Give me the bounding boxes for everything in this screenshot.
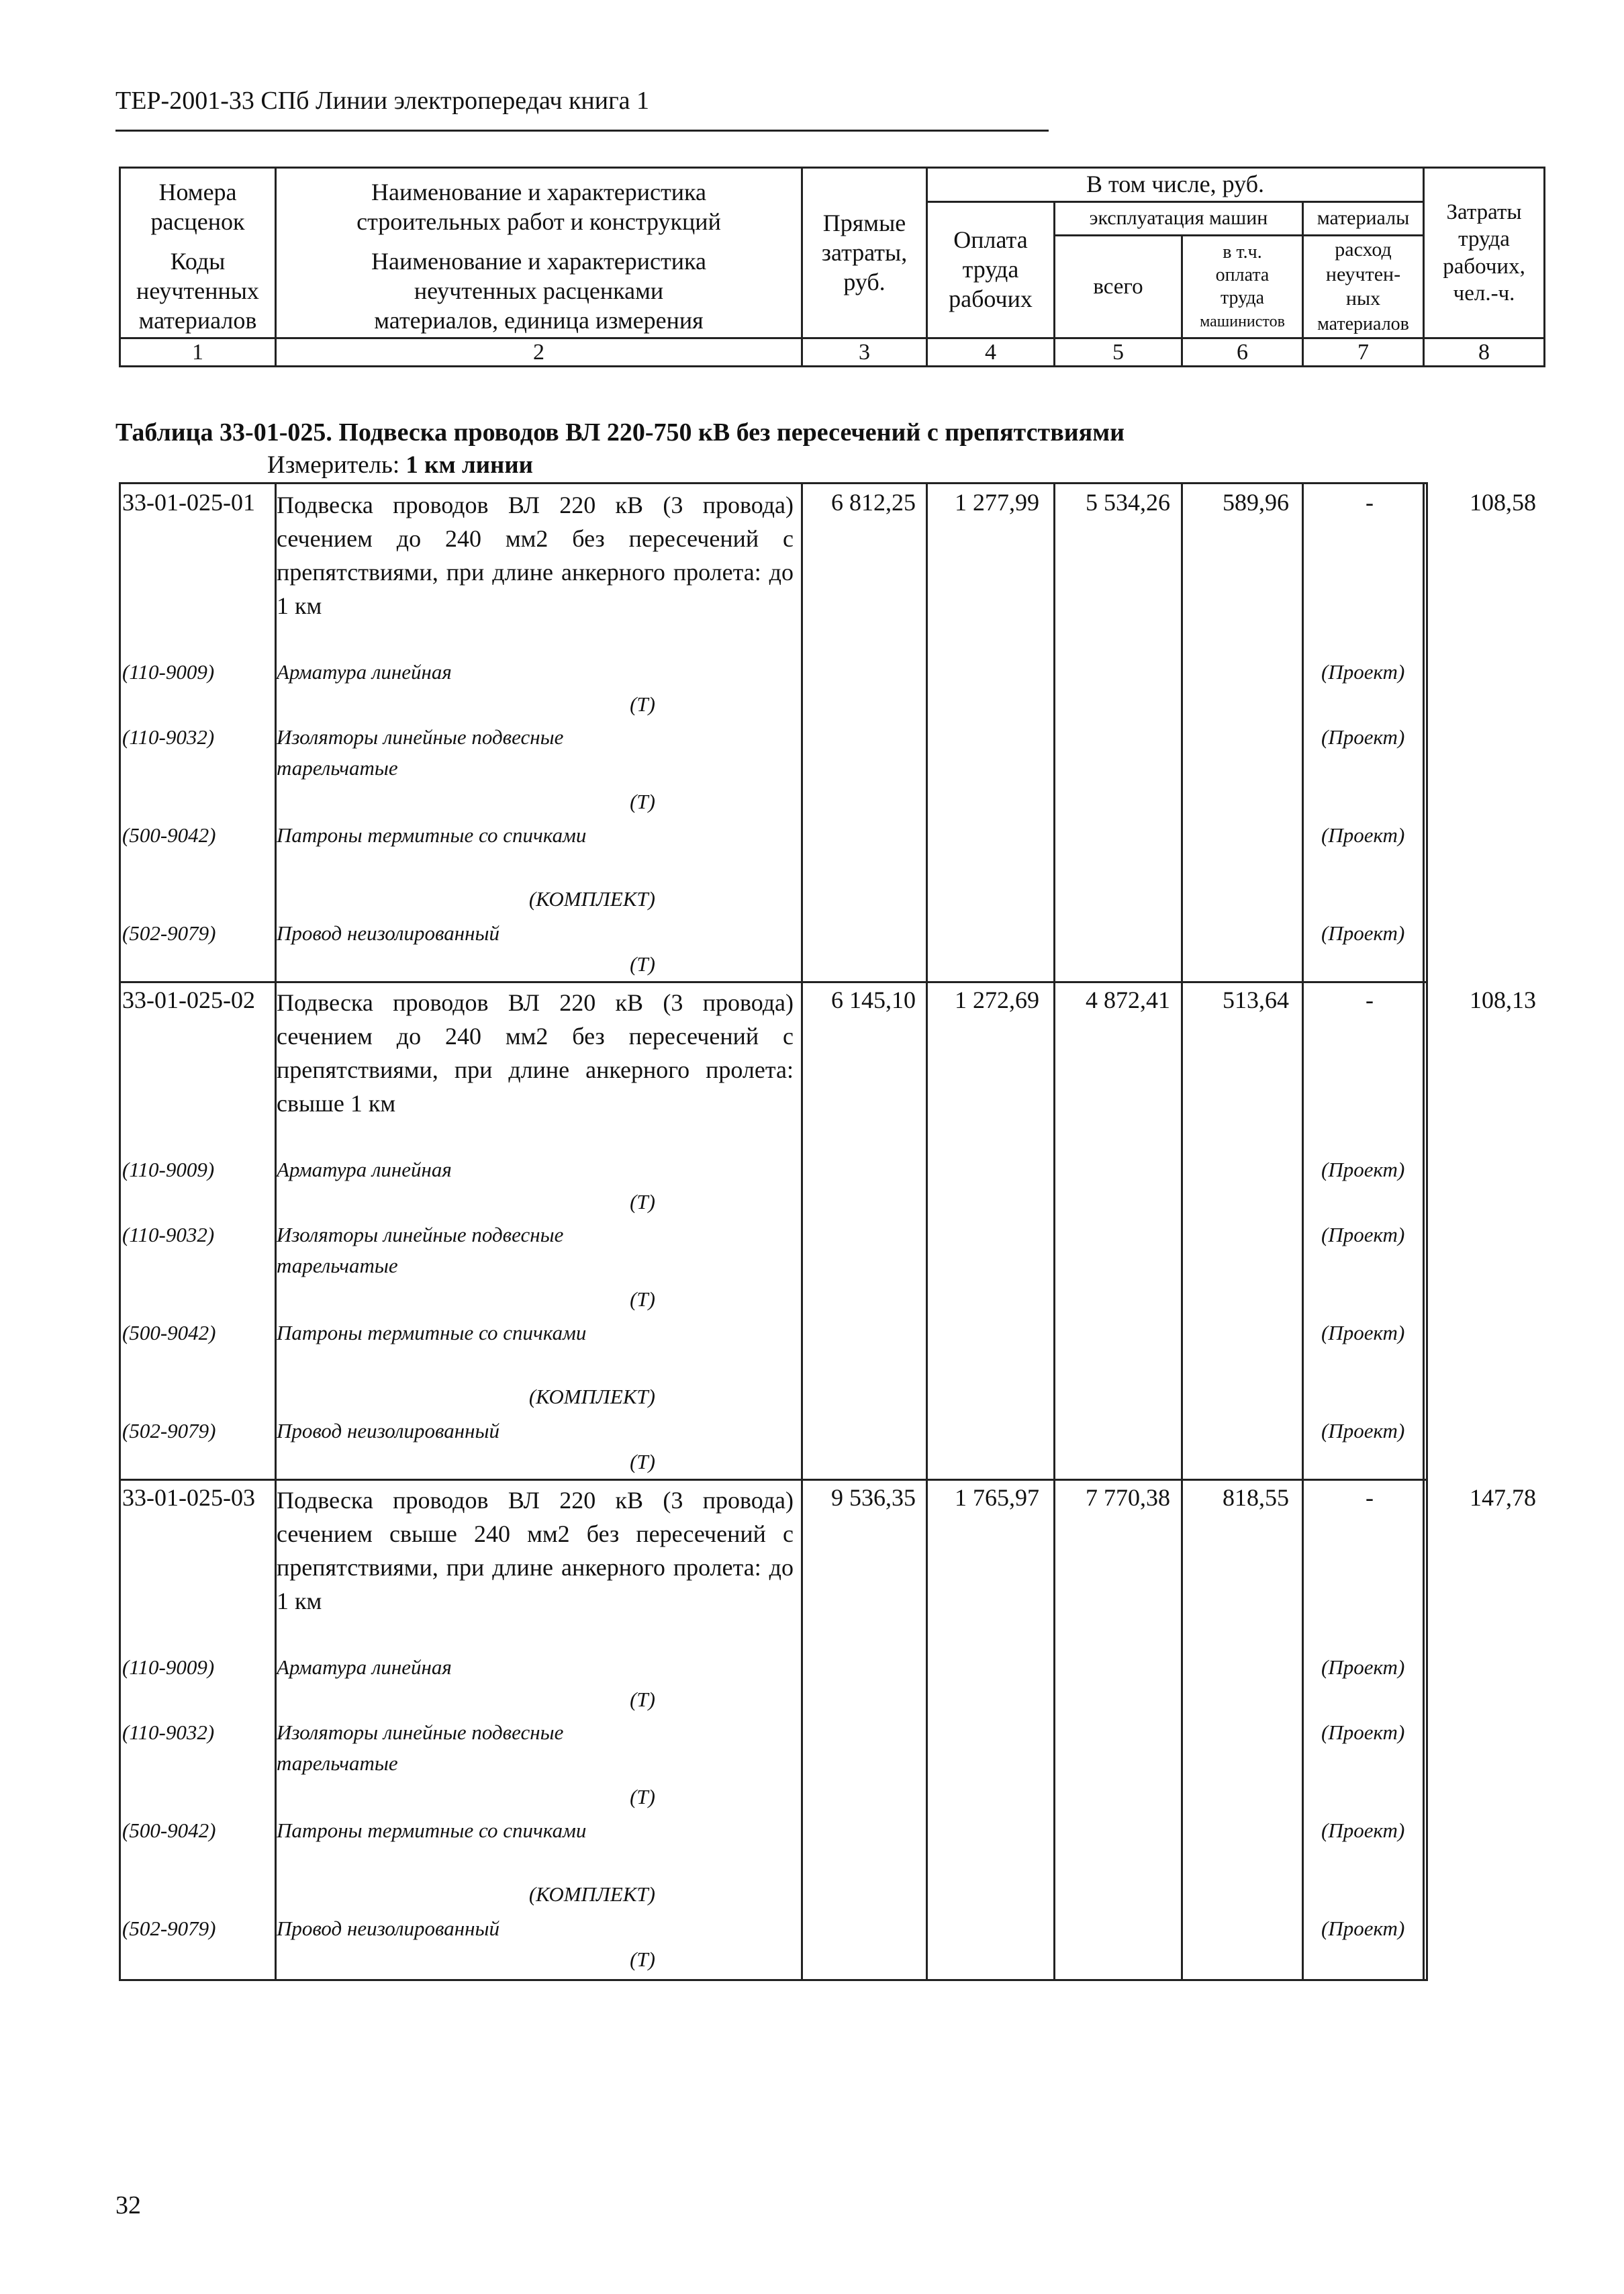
resource-code: (110-9009) — [122, 1158, 215, 1181]
materials-cost: - — [1366, 1484, 1374, 1511]
resource-code: (110-9032) — [122, 1223, 215, 1246]
resource-note: (Проект) — [1321, 1419, 1405, 1442]
col-number: 1 — [120, 338, 276, 367]
machinists-cost: 513,64 — [1223, 987, 1289, 1013]
resource-name-cont: тарельчатые — [277, 756, 398, 780]
machinists-cost: 818,55 — [1223, 1484, 1289, 1511]
resource-code: (110-9032) — [122, 725, 215, 749]
direct-cost: 9 536,35 — [831, 1484, 916, 1511]
col-number: 3 — [802, 338, 927, 367]
column-divider — [1423, 484, 1425, 1979]
row-divider — [121, 1479, 1426, 1481]
resource-name: Патроны термитные со спичками — [277, 1321, 587, 1344]
col5-header: всего — [1055, 235, 1182, 338]
resource-note: (Проект) — [1321, 1917, 1405, 1940]
row-divider — [121, 981, 1426, 983]
resource-name: Провод неизолированный — [277, 1419, 500, 1442]
resource-unit: (КОМПЛЕКТ) — [528, 1385, 655, 1408]
resource-code: (502-9079) — [122, 1419, 216, 1442]
rate-name: Подвеска проводов ВЛ 220 кВ (3 провода) сечением до 240 мм2 без пересечений с препятствиями, при длине анкерного пролета: свыше 1 км — [277, 989, 794, 1117]
labor-cost: 1 765,97 — [955, 1484, 1039, 1511]
machines-header: эксплуатация машин — [1055, 201, 1303, 235]
resource-note: (Проект) — [1321, 921, 1405, 945]
resource-unit: (Т) — [630, 952, 655, 976]
resource-name: Арматура линейная — [277, 1158, 452, 1181]
col7-header: расход неучтен- ных материалов — [1303, 235, 1424, 338]
resource-unit: (Т) — [630, 1287, 655, 1311]
resource-note: (Проект) — [1321, 1321, 1405, 1344]
labor-hours: 108,58 — [1470, 489, 1536, 516]
labor-cost: 1 272,69 — [955, 987, 1039, 1013]
resource-code: (500-9042) — [122, 1819, 216, 1842]
col3-header: Прямые затраты, руб. — [802, 168, 927, 338]
resource-note: (Проект) — [1321, 1223, 1405, 1246]
resource-code: (500-9042) — [122, 823, 216, 847]
materials-cost: - — [1366, 489, 1374, 516]
running-header: ТЕР-2001-33 СПб Линии электропередач книга 1 — [115, 87, 650, 115]
column-divider — [801, 484, 803, 1979]
resource-name-cont: тарельчатые — [277, 1254, 398, 1277]
col4-header: Оплата труда рабочих — [927, 201, 1055, 338]
column-divider — [1053, 484, 1055, 1979]
col-number: 7 — [1303, 338, 1424, 367]
resource-code: (502-9079) — [122, 1917, 216, 1940]
resource-name: Арматура линейная — [277, 1655, 452, 1679]
resource-note: (Проект) — [1321, 725, 1405, 749]
resource-unit: (Т) — [630, 1450, 655, 1473]
resource-note: (Проект) — [1321, 1720, 1405, 1744]
col2-top-header: Наименование и характеристика строительных работ и конструкций — [276, 168, 802, 246]
resource-name: Изоляторы линейные подвесные — [277, 725, 564, 749]
resource-name: Патроны термитные со спичками — [277, 823, 587, 847]
direct-cost: 6 812,25 — [831, 489, 916, 516]
labor-hours: 108,13 — [1470, 987, 1536, 1013]
resource-note: (Проект) — [1321, 1655, 1405, 1679]
machines-cost: 5 534,26 — [1086, 489, 1170, 516]
column-divider — [926, 484, 928, 1979]
machines-cost: 4 872,41 — [1086, 987, 1170, 1013]
resource-unit: (Т) — [630, 692, 655, 716]
machines-cost: 7 770,38 — [1086, 1484, 1170, 1511]
resource-unit: (Т) — [630, 1785, 655, 1808]
column-divider — [1302, 484, 1304, 1979]
column-divider — [1181, 484, 1183, 1979]
resource-note: (Проект) — [1321, 1819, 1405, 1842]
machinists-cost: 589,96 — [1223, 489, 1289, 516]
col1-top-header: Номера расценок — [120, 168, 276, 246]
table-meter: Измеритель: 1 км линии — [267, 451, 533, 479]
materials-header: материалы — [1303, 201, 1424, 235]
resource-code: (110-9009) — [122, 660, 215, 684]
resource-name: Провод неизолированный — [277, 1917, 500, 1940]
resource-unit: (Т) — [630, 1190, 655, 1213]
resource-note: (Проект) — [1321, 660, 1405, 684]
rates-table — [119, 482, 1536, 1981]
resource-name: Изоляторы линейные подвесные — [277, 1720, 564, 1744]
page-number: 32 — [115, 2191, 141, 2219]
resource-code: (500-9042) — [122, 1321, 216, 1344]
resource-code: (110-9032) — [122, 1720, 215, 1744]
col-number: 8 — [1424, 338, 1545, 367]
column-header-table — [119, 167, 1545, 367]
resource-name: Патроны термитные со спичками — [277, 1819, 587, 1842]
resource-unit: (КОМПЛЕКТ) — [528, 1882, 655, 1906]
resource-unit: (Т) — [630, 790, 655, 813]
resource-note: (Проект) — [1321, 1158, 1405, 1181]
col-number: 2 — [276, 338, 802, 367]
rate-name: Подвеска проводов ВЛ 220 кВ (3 провода) сечением до 240 мм2 без пересечений с препятствиями, при длине анкерного пролета: до 1 км — [277, 492, 794, 619]
labor-hours: 147,78 — [1470, 1484, 1536, 1511]
direct-cost: 6 145,10 — [831, 987, 916, 1013]
resource-unit: (Т) — [630, 1947, 655, 1971]
col-number: 6 — [1182, 338, 1303, 367]
rate-code: 33-01-025-03 — [122, 1484, 255, 1511]
resource-name: Изоляторы линейные подвесные — [277, 1223, 564, 1246]
labor-cost: 1 277,99 — [955, 489, 1039, 516]
resource-unit: (КОМПЛЕКТ) — [528, 887, 655, 911]
col6-header: в т.ч. оплата труда машинистов — [1182, 235, 1303, 338]
resource-note: (Проект) — [1321, 823, 1405, 847]
resource-code: (110-9009) — [122, 1655, 215, 1679]
col-number: 4 — [927, 338, 1055, 367]
group-header: В том числе, руб. — [927, 168, 1424, 202]
col-number: 5 — [1055, 338, 1182, 367]
rate-code: 33-01-025-01 — [122, 489, 255, 516]
resource-name: Провод неизолированный — [277, 921, 500, 945]
table-title: Таблица 33-01-025. Подвеска проводов ВЛ 220-750 кВ без пересечений с препятствиями — [115, 418, 1125, 447]
resource-name-cont: тарельчатые — [277, 1751, 398, 1775]
materials-cost: - — [1366, 987, 1374, 1013]
header-rule — [115, 130, 1049, 132]
rate-code: 33-01-025-02 — [122, 987, 255, 1013]
resource-code: (502-9079) — [122, 921, 216, 945]
resource-name: Арматура линейная — [277, 660, 452, 684]
col8-header: Затраты труда рабочих, чел.-ч. — [1424, 168, 1545, 338]
col1-bottom-header: Коды неучтенных материалов — [120, 246, 276, 338]
resource-unit: (Т) — [630, 1688, 655, 1711]
col2-bottom-header: Наименование и характеристика неучтенных расценками материалов, единица измерения — [276, 246, 802, 338]
rate-name: Подвеска проводов ВЛ 220 кВ (3 провода) сечением свыше 240 мм2 без пересечений с препятствиями, при длине анкерного пролета: до 1 км — [277, 1487, 794, 1614]
